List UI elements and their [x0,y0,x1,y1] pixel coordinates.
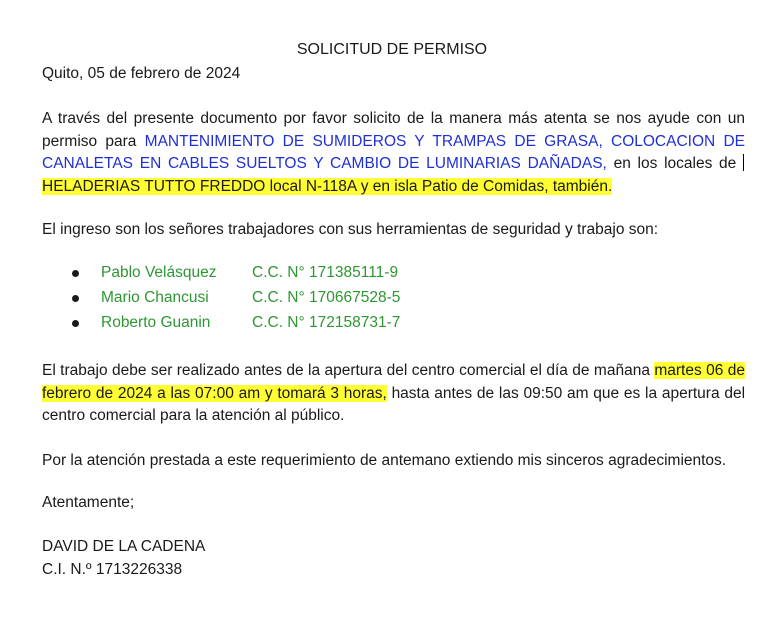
bullet-icon [72,295,79,302]
request-intro-text: A través del presente documento por favor solicito de la manera más atenta se nos ayude con un permiso para [42,110,745,150]
locations-highlight-text: HELADERIAS TUTTO FREDDO local N-118A y en isla Patio de Comidas, también. [42,177,613,195]
closing-text: Atentamente; [42,494,135,511]
worker-id: C.C. N° 171385111-9 [252,264,399,281]
schedule-paragraph [42,360,745,428]
schedule-rest-text: hasta antes de las 09:50 am que es la apertura del centro comercial para la atención al público. [42,384,746,424]
workers-intro-paragraph: El ingreso son los señores trabajadores con sus herramientas de seguridad y trabajo son: [42,221,659,238]
document-title: SOLICITUD DE PERMISO [296,41,488,58]
request-paragraph [42,108,745,198]
worker-id: C.C. N° 170667528-5 [252,289,401,306]
signature-id: C.I. N.º 1713226338 [42,561,183,578]
text-cursor [743,154,744,171]
worker-item [72,314,472,339]
worker-item [72,289,472,314]
work-description-text: MANTENIMIENTO DE SUMIDEROS Y TRAMPAS DE GRASA, COLOCACION DE CANALETAS EN CABLES SUELTOS Y CAMBIO DE LUMINARIAS DAÑADAS, [42,132,746,172]
workers-list [72,264,472,339]
worker-item [72,264,472,289]
request-middle-text: en los locales de [606,155,744,172]
worker-id: C.C. N° 172158731-7 [252,314,401,331]
schedule-highlight-text: martes 06 de febrero de 2024 a las 07:00 am y tomará 3 horas, [42,362,745,402]
worker-name: Mario Chancusi [101,289,209,306]
thanks-paragraph: Por la atención prestada a este requerimiento de antemano extiendo mis sinceros agradecimientos. [42,452,727,469]
worker-name: Pablo Velásquez [101,264,217,281]
bullet-icon [72,270,79,277]
worker-name: Roberto Guanin [101,314,211,331]
bullet-icon [72,320,79,327]
signature-name: DAVID DE LA CADENA [42,538,206,555]
date-line: Quito, 05 de febrero de 2024 [42,65,241,82]
schedule-intro-text: El trabajo debe ser realizado antes de la apertura del centro comercial el día de mañana [42,362,655,379]
